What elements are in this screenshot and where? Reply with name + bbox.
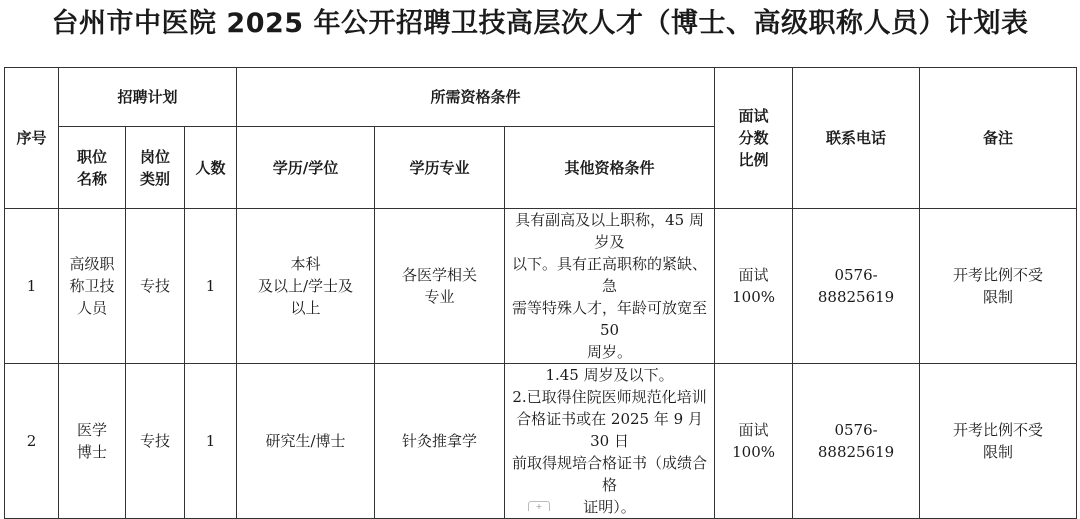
cell-position-name (59, 364, 126, 519)
cell-seq: 2 (5, 364, 59, 519)
header-seq: 序号 (5, 68, 59, 209)
header-qualification-group: 所需资格条件 (237, 68, 715, 127)
cell-interview-ratio (715, 364, 793, 519)
cell-major-line: 针灸推拿学 (402, 432, 478, 450)
header-position-type-line: 岗位 (139, 147, 170, 166)
cell-interview-ratio (715, 209, 793, 364)
cell-degree-line: 以上 (290, 299, 321, 317)
cell-interview-ratio-line: 面试 (738, 421, 769, 439)
header-interview-ratio-line: 面试 (738, 107, 769, 125)
cell-other-conditions-line: 以下。具有正高职称的紧缺、急 (512, 255, 708, 295)
header-interview-ratio-line: 比例 (738, 151, 769, 169)
header-major: 学历专业 (375, 127, 505, 209)
cell-major-line: 专业 (424, 288, 455, 306)
cell-count: 1 (185, 209, 237, 364)
cell-degree-line: 及以上/学士及 (258, 277, 354, 295)
header-interview-ratio (715, 68, 793, 209)
cell-remark-line: 开考比例不受 (953, 421, 1044, 439)
cell-remark-line: 开考比例不受 (953, 266, 1044, 284)
cell-seq: 1 (5, 209, 59, 364)
cell-position-type: 专技 (126, 209, 185, 364)
cell-phone: 0576-88825619 (793, 364, 920, 519)
header-position-name-line: 职位 (76, 147, 107, 166)
cell-other-conditions-line: 需等特殊人才，年龄可放宽至 50 (512, 299, 708, 339)
cell-other-conditions-line: 前取得规培合格证书（成绩合格 (512, 454, 708, 494)
cell-position-name-line: 称卫技 (69, 277, 115, 295)
header-other-conditions: 其他资格条件 (505, 127, 715, 209)
header-position-name (59, 127, 126, 209)
cell-major (375, 364, 505, 519)
header-position-name-line: 名称 (76, 169, 107, 188)
cell-other-conditions-line: 具有副高及以上职称，45 周岁及 (515, 211, 704, 251)
header-interview-ratio-line: 分数 (738, 129, 769, 147)
cell-position-name-line: 高级职 (69, 255, 115, 273)
cell-degree (237, 209, 375, 364)
cell-other-conditions-line: 合格证书或在 2025 年 9 月 30 日 (516, 410, 703, 450)
cell-other-conditions (505, 364, 715, 519)
cell-other-conditions-line: 周岁。 (587, 343, 633, 361)
cell-phone: 0576-88825619 (793, 209, 920, 364)
cell-major-line: 各医学相关 (402, 266, 478, 284)
page-title: 台州市中医院 2025 年公开招聘卫技高层次人才（博士、高级职称人员）计划表 (51, 8, 1029, 39)
add-row-handle[interactable]: + (528, 501, 550, 511)
cell-degree-line: 本科 (290, 255, 321, 273)
recruitment-plan-table (4, 67, 1077, 519)
cell-other-conditions-line: 证明）。 (583, 498, 636, 516)
cell-interview-ratio-line: 面试 (738, 266, 769, 284)
cell-degree (237, 364, 375, 519)
cell-other-conditions-line: 1.45 周岁及以下。 (545, 366, 674, 384)
cell-remark-line: 限制 (983, 443, 1014, 461)
header-phone: 联系电话 (793, 68, 920, 209)
cell-remark-line: 限制 (983, 288, 1014, 306)
cell-remark (920, 209, 1077, 364)
header-position-type-line: 类别 (139, 169, 170, 188)
cell-count: 1 (185, 364, 237, 519)
cell-other-conditions (505, 209, 715, 364)
header-position-type (126, 127, 185, 209)
header-row-group (5, 68, 1077, 127)
cell-position-name-line: 医学 (76, 421, 107, 439)
cell-interview-ratio-line: 100% (732, 443, 775, 461)
cell-major (375, 209, 505, 364)
cell-position-name (59, 209, 126, 364)
cell-degree-line: 研究生/博士 (265, 432, 346, 450)
header-remark: 备注 (920, 68, 1077, 209)
cell-position-type: 专技 (126, 364, 185, 519)
cell-position-name-line: 博士 (76, 443, 107, 461)
header-plan-group: 招聘计划 (59, 68, 237, 127)
header-count: 人数 (185, 127, 237, 209)
table-row (5, 364, 1077, 519)
cell-other-conditions-line: 2.已取得住院医师规范化培训 (512, 388, 707, 406)
cell-position-name-line: 人员 (76, 299, 107, 317)
header-degree: 学历/学位 (237, 127, 375, 209)
cell-remark (920, 364, 1077, 519)
table-row (5, 209, 1077, 364)
cell-interview-ratio-line: 100% (732, 288, 775, 306)
